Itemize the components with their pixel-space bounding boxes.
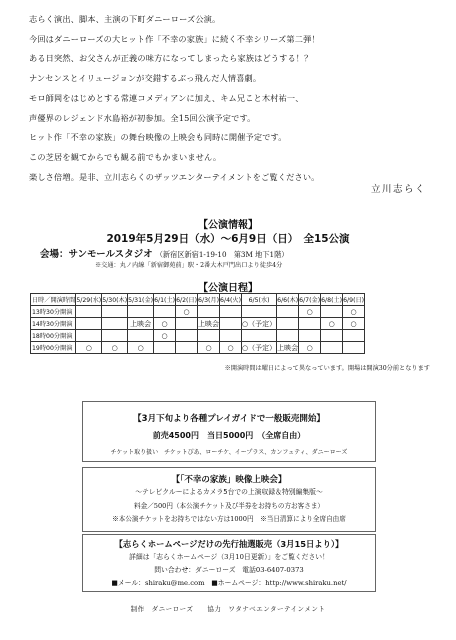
intro-line-7: ヒット作「不幸の家族」の舞台映像の上映会も同時に開催予定です。 <box>29 132 287 143</box>
access-info: ※交通：丸ノ内線「新宿御苑前」駅・2番大木戸門出口より徒歩4分 <box>95 262 283 269</box>
schedule-cell: ○ <box>198 342 220 354</box>
schedule-cell: ○ <box>299 306 321 318</box>
advance-lottery-box <box>82 534 376 592</box>
intro-line-4: ナンセンスとイリュージョンが交錯するぶっ飛んだ人情喜劇。 <box>29 73 262 84</box>
schedule-cell <box>198 306 220 318</box>
general-sale-box <box>82 401 376 462</box>
intro-line-6: 声優界のレジェンド水島裕が初参加。全15回公演予定です。 <box>29 112 256 123</box>
schedule-cell <box>76 306 102 318</box>
intro-line-8: この芝居を観てからでも観る前でもかまいません。 <box>29 151 222 162</box>
schedule-cell <box>154 342 176 354</box>
schedule-cell <box>176 330 198 342</box>
contact-info: 問い合わせ：ダニーローズ 電話03-6407-0373 <box>154 566 304 574</box>
venue-label: 会場：サンモールスタジオ <box>40 249 153 260</box>
schedule-cell <box>242 306 277 318</box>
schedule-row <box>31 330 365 342</box>
date-header: 5/30(木) <box>102 294 128 306</box>
general-sale-heading: 【3月下旬より各種プレイガイドで一般販売開始】 <box>133 414 325 424</box>
schedule-cell <box>277 318 299 330</box>
schedule-cell <box>343 342 365 354</box>
schedule-note: ※開演時間は曜日によって異なっています。開場は開演30分前となります <box>224 365 430 372</box>
date-header: 6/3(月) <box>198 294 220 306</box>
intro-line-9: 楽しさ倍増。是非、立川志らくのザッツエンターテイメントをご覧ください。 <box>29 171 320 182</box>
schedule-corner: 日時／開演時間 <box>31 294 76 306</box>
schedule-cell <box>299 318 321 330</box>
schedule-cell <box>343 330 365 342</box>
schedule-cell: ○ <box>154 318 176 330</box>
schedule-cell <box>102 330 128 342</box>
schedule-row <box>31 342 365 354</box>
date-header: 6/5(水) <box>242 294 277 306</box>
ticket-price: 前売4500円 当日5000円 （全席自由） <box>152 431 306 440</box>
schedule-header-row <box>31 294 365 306</box>
schedule-cell <box>220 318 242 330</box>
schedule-cell: ○ <box>102 342 128 354</box>
schedule-cell: ○ <box>343 318 365 330</box>
schedule-cell: ○（予定） <box>242 319 277 328</box>
date-header: 6/9(日) <box>343 294 365 306</box>
start-time: 19時00分開演 <box>31 342 76 354</box>
schedule-cell <box>128 330 154 342</box>
schedule-cell: ○ <box>176 306 198 318</box>
schedule-cell <box>102 306 128 318</box>
screening-heading: 【「不幸の家族」映像上映会】 <box>171 475 287 485</box>
schedule-cell <box>198 330 220 342</box>
schedule-cell <box>277 330 299 342</box>
schedule-cell <box>128 306 154 318</box>
schedule-cell: 上映会 <box>198 319 220 328</box>
venue-address: （新宿区新宿1-19-10 第3M 地下1階） <box>155 250 289 259</box>
schedule-cell: ○ <box>321 318 343 330</box>
screening-note: ※本公演チケットをお持ちではない方は1000円 ※当日清算により全席自由席 <box>112 515 346 523</box>
schedule-cell <box>321 342 343 354</box>
intro-text <box>29 10 439 187</box>
date-header: 5/29(水) <box>76 294 102 306</box>
schedule-cell <box>321 306 343 318</box>
schedule-cell <box>76 318 102 330</box>
lottery-detail: 詳細は「志らくホームページ（3月10日更新）」をご覧ください！ <box>129 553 329 561</box>
intro-line-1: 志らく演出、脚本、主演の下町ダニーローズ公演。 <box>29 14 221 24</box>
schedule-cell <box>321 330 343 342</box>
screening-price: 料金／500円（本公演チケット及び半券をお持ちの方お客さま） <box>133 502 325 510</box>
schedule-cell: ○ <box>154 330 176 342</box>
schedule-cell <box>242 330 277 342</box>
schedule-cell <box>299 330 321 342</box>
schedule-row <box>31 318 365 330</box>
date-header: 6/8(土) <box>321 294 343 306</box>
date-header: 6/6(木) <box>277 294 299 306</box>
schedule-cell <box>154 306 176 318</box>
date-header: 6/4(火) <box>220 294 242 306</box>
schedule-cell <box>220 330 242 342</box>
schedule-cell: ○ <box>220 342 242 354</box>
start-time: 13時30分開演 <box>31 306 76 318</box>
schedule-cell <box>220 306 242 318</box>
date-header: 6/7(金) <box>299 294 321 306</box>
intro-line-3: ある日突然、お父さんが正義の味方になってしまったら家族はどうする！？ <box>29 53 313 64</box>
screening-box <box>82 467 376 532</box>
performance-dates: 2019年5月29日（水）〜6月9日（日） 全15公演 <box>106 233 350 245</box>
schedule-cell <box>76 330 102 342</box>
date-header: 5/31(金) <box>128 294 154 306</box>
schedule-cell <box>176 342 198 354</box>
mail-and-homepage: ■メール：shiraku@me.com ■ホームページ：http://www.shiraku.net/ <box>111 579 347 587</box>
intro-line-2: 今回はダニーローズの大ヒット作「不幸の家族」に続く不幸シリーズ第二弾！ <box>29 33 320 44</box>
schedule-cell: ○ <box>76 342 102 354</box>
schedule-table <box>30 293 365 354</box>
ticket-channels: チケット取り扱い チケットぴあ、ローチケ、イープラス、カンフェティ、ダニーローズ <box>110 449 348 456</box>
start-time: 18時00分開演 <box>31 330 76 342</box>
schedule-cell: 上映会 <box>128 318 154 330</box>
schedule-cell <box>277 306 299 318</box>
venue <box>40 246 288 260</box>
schedule-cell: ○ <box>128 342 154 354</box>
date-header: 6/2(日) <box>176 294 198 306</box>
schedule-cell: ○（予定） <box>242 343 277 352</box>
credits-footer: 制作 ダニーローズ 協力 ワタナベエンターテインメント <box>130 605 326 613</box>
schedule-cell <box>176 318 198 330</box>
schedule-cell: ○ <box>343 306 365 318</box>
schedule-cell: 上映会 <box>277 343 299 352</box>
intro-line-5: モロ師岡をはじめとする常連コメディアンに加え、キム兄こと木村祐一、 <box>29 92 304 103</box>
advance-lottery-heading: 【志らくホームページだけの先行抽選販売（3月15日より）】 <box>114 539 344 549</box>
schedule-cell: ○ <box>299 342 321 354</box>
screening-subtitle: 〜テレビクルーによるカメラ5台での上演収録＆特別編集版〜 <box>135 488 323 496</box>
info-title: 【公演情報】 <box>198 220 258 231</box>
schedule-row <box>31 306 365 318</box>
start-time: 14時30分開演 <box>31 318 76 330</box>
schedule-title: 【公演日程】 <box>198 283 258 294</box>
signature: 立川志らく <box>370 184 426 195</box>
date-header: 6/1(土) <box>154 294 176 306</box>
schedule-cell <box>102 318 128 330</box>
